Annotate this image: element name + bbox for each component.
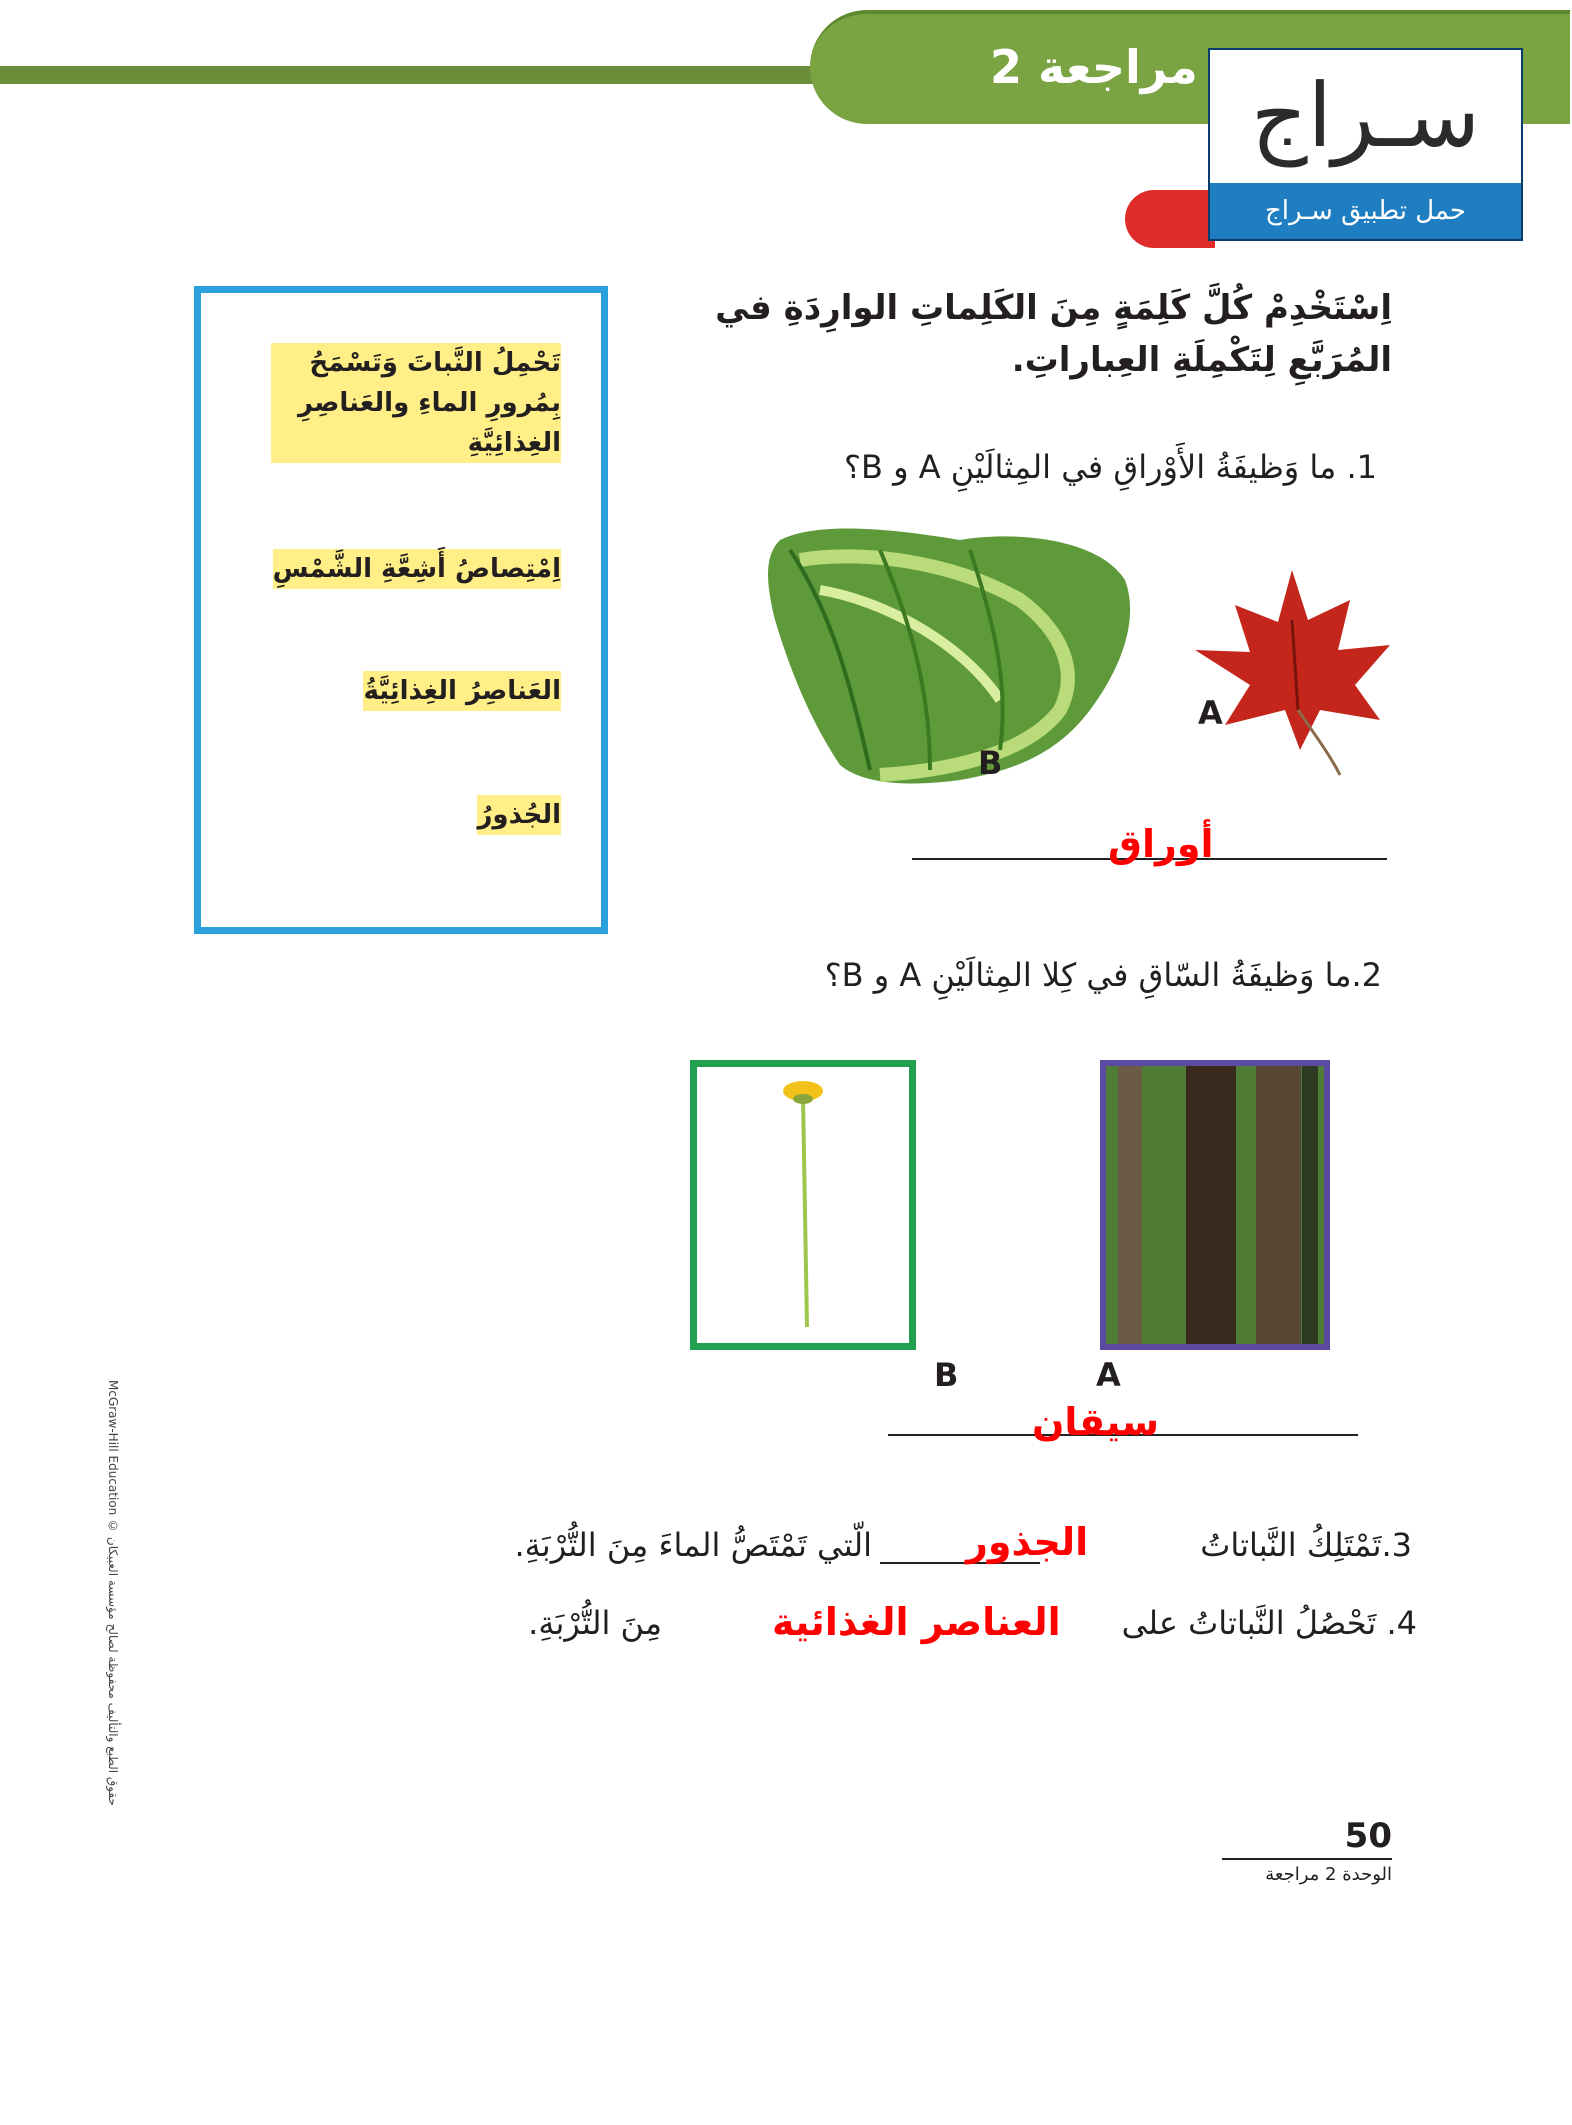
instructions: اِسْتَخْدِمْ كُلَّ كَلِمَةٍ مِنَ الكَلِماتِ الوارِدَةِ في المُرَبَّعِ لِتَكْمِلَةِ العِباراتِ. [715,288,1392,380]
maple-leaf-image [1180,560,1405,780]
q4-answer: العناصر الغذائية [772,1600,1061,1644]
q4-start: 4. تَحْصُلُ النَّباتاتُ على [1121,1604,1417,1642]
tree-trunk-image [1100,1060,1330,1350]
flower-image [690,1060,916,1350]
q1-label-a: A [1198,694,1223,732]
q3-answer: الجذور [966,1520,1089,1564]
word-bank-item: الجُذورُ [477,795,561,835]
lettuce-image [760,520,1140,790]
q1-label-b: B [978,744,1003,782]
word-bank-item: تَحْمِلُ النَّباتَ وَتَسْمَحُ بِمُرورِ الماءِ والعَناصِرِ الغِذائِيَّةِ [271,343,561,463]
q2-answer: سيقان [1032,1400,1159,1444]
page-title: مراجعة 2 [990,40,1198,94]
word-bank [194,286,608,934]
word-bank-item: اِمْتِصاصُ أَشِعَّةِ الشَّمْسِ [273,549,561,589]
section-tab [1125,190,1215,248]
q3-start: 3.تَمْتَلِكُ النَّباتاتُ [1200,1526,1412,1564]
footer-rule [1222,1858,1392,1860]
siraj-logo [1208,48,1523,241]
question-1: 1. ما وَظيفَةُ الأَوْراقِ في المِثالَيْنِ A و B؟ [843,448,1377,486]
q2-label-a: A [1096,1356,1121,1394]
q4-end: مِنَ التُّرْبَةِ. [528,1604,662,1642]
q1-answer: أوراق [1108,822,1214,866]
q2-label-b: B [934,1356,959,1394]
logo-tagline: حمل تطبيق سـراج [1210,183,1521,239]
logo-word: سـراج [1250,63,1481,167]
word-bank-item: العَناصِرُ الغِذائِيَّةُ [363,671,561,711]
publisher-note: McGraw-Hill Education © حقوق الطبع والتأليف محفوظة لصالح مؤسسة العبيكان [106,1380,120,1806]
page-number: 50 [1344,1816,1392,1856]
q3-end: الّتي تَمْتَصُّ الماءَ مِنَ التُّرْبَةِ. [514,1526,872,1564]
question-2: 2.ما وَظيفَةُ السّاقِ في كِلا المِثالَيْنِ A و B؟ [824,956,1382,994]
unit-label: الوحدة 2 مراجعة [1265,1864,1392,1885]
